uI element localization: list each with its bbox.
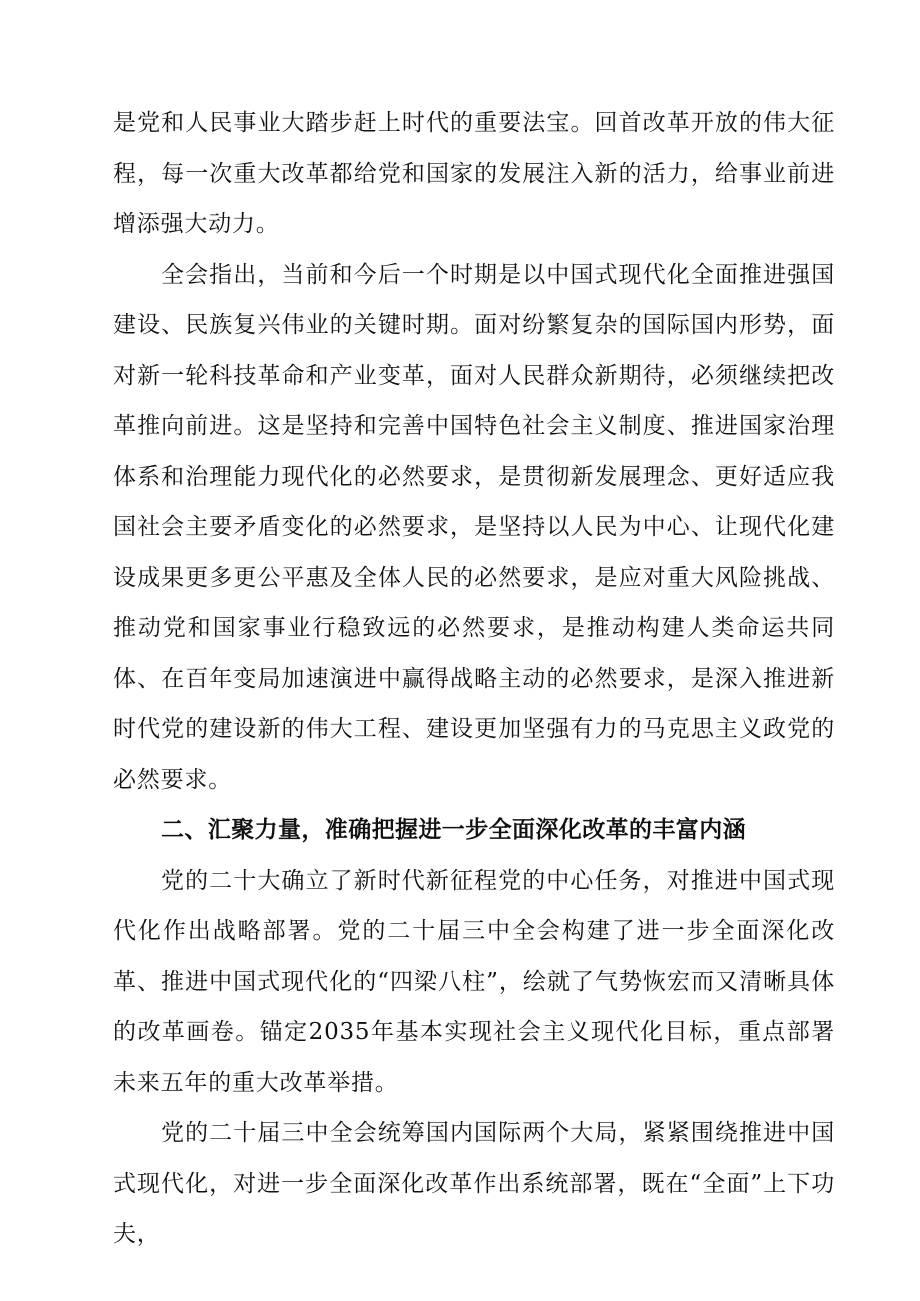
section-heading-2: 二、汇聚力量，准确把握进一步全面深化改革的丰富内涵 — [161, 817, 746, 843]
paragraph-twentieth-congress: 党的二十大确立了新时代新征程党的中心任务，对推进中国式现代化作出战略部署。党的二十届三中全会构建了进一步全面深化改革、推进中国式现代化的“四梁八柱”，绘就了气势恢宏而又清晰具体的改革画卷。锚定2035年基本实现社会主义现代化目标，重点部署未来五年的重大改革举措。 — [113, 867, 835, 1096]
paragraph-plenum-points-out: 全会指出，当前和今后一个时期是以中国式现代化全面推进强国建设、民族复兴伟业的关键时期。面对纷繁复杂的国际国内形势，面对新一轮科技革命和产业变革，面对人民群众新期待，必须继续把改革推向前进。这是坚持和完善中国特色社会主义制度、推进国家治理体系和治理能力现代化的必然要求，是贯彻新发展理念、更好适应我国社会主要矛盾变化的必然要求，是坚持以人民为中心、让现代化建设成果更多更公平惠及全体人民的必然要求，是应对重大风险挑战、推动党和国家事业行稳致远的必然要求，是推动构建人类命运共同体、在百年变局加速演进中赢得战略主动的必然要求，是深入推进新时代党的建设新的伟大工程、建设更加坚强有力的马克思主义政党的必然要求。 — [113, 261, 835, 793]
body-text — [113, 98, 835, 1260]
paragraph-continuation: 是党和人民事业大踏步赶上时代的重要法宝。回首改革开放的伟大征程，每一次重大改革都给党和国家的发展注入新的活力，给事业前进增添强大动力。 — [113, 110, 835, 237]
paragraph-third-plenum: 党的二十届三中全会统筹国内国际两个大局，紧紧围绕推进中国式现代化，对进一步全面深化改革作出系统部署，既在“全面”上下功夫， — [113, 1120, 835, 1247]
